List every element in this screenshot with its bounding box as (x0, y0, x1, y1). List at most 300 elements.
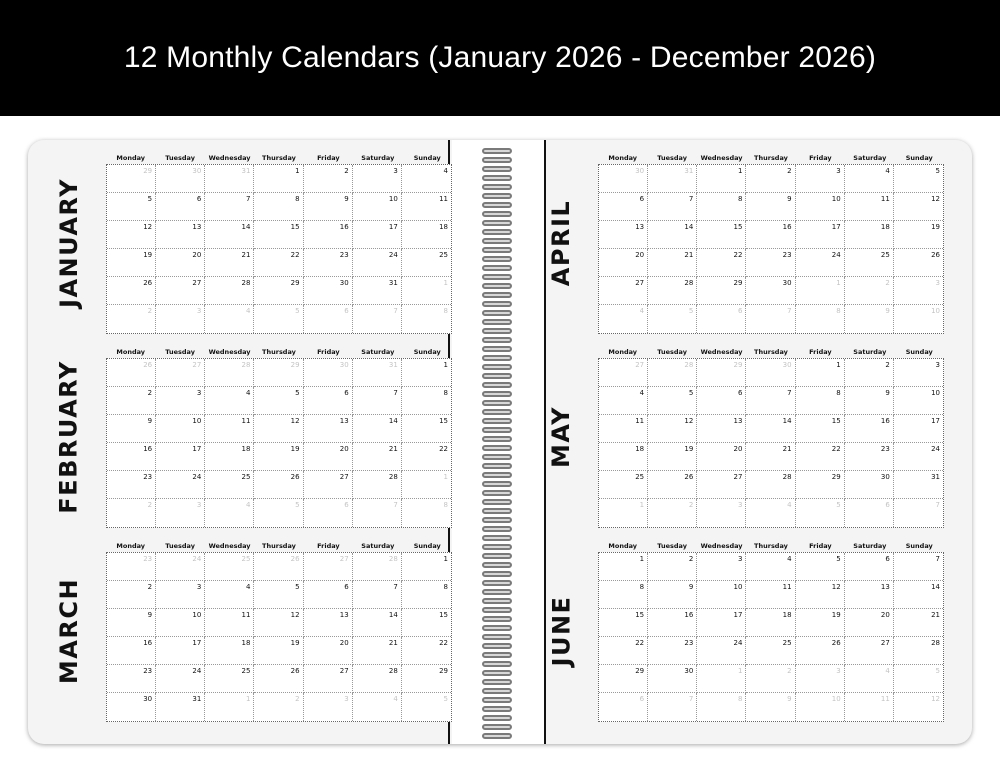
weekday-label: Sunday (413, 154, 441, 162)
weekday-label: Sunday (905, 348, 933, 356)
day-number: 15 (733, 223, 743, 231)
day-cell (205, 471, 254, 499)
day-cell (599, 637, 648, 665)
day-cell (648, 637, 697, 665)
day-number: 12 (931, 195, 940, 203)
day-number: 28 (241, 279, 251, 287)
day-number: 8 (443, 501, 448, 509)
day-cell (796, 471, 845, 499)
day-cell (304, 165, 353, 193)
day-cell (599, 665, 648, 693)
day-number: 2 (787, 167, 792, 175)
day-cell (746, 249, 795, 277)
day-number: 6 (344, 389, 349, 397)
coil-loop (482, 265, 512, 271)
day-number: 16 (339, 223, 349, 231)
weekday-header (598, 541, 944, 552)
coil-loop (482, 184, 512, 190)
coil-loop (482, 256, 512, 262)
day-cell-adjacent (254, 305, 303, 333)
day-cell (156, 637, 205, 665)
day-cell (107, 443, 156, 471)
day-cell (402, 637, 451, 665)
day-cell (205, 249, 254, 277)
day-cell (648, 387, 697, 415)
day-cell (845, 553, 894, 581)
day-cell-adjacent (746, 499, 795, 527)
day-cell-adjacent (254, 499, 303, 527)
day-cell (254, 221, 303, 249)
day-cell (697, 165, 746, 193)
day-number: 9 (787, 195, 792, 203)
day-number: 6 (737, 307, 743, 315)
day-number: 7 (393, 501, 398, 509)
weekday-header (106, 153, 452, 164)
weekday-label: Saturday (853, 154, 887, 162)
day-number: 28 (931, 639, 940, 647)
day-number: 15 (635, 611, 645, 619)
day-cell (205, 581, 254, 609)
coil-loop (482, 346, 512, 352)
day-cell-adjacent (402, 305, 451, 333)
day-number: 1 (295, 167, 300, 175)
day-number: 11 (880, 695, 890, 703)
coil-loop (482, 625, 512, 631)
day-cell (599, 553, 648, 581)
weekday-label: Wednesday (700, 154, 743, 162)
day-cell (648, 277, 697, 305)
day-number: 29 (439, 667, 448, 675)
coil-loop (482, 616, 512, 622)
day-number: 14 (931, 583, 940, 591)
month-name: JUNE (547, 595, 575, 667)
day-number: 11 (241, 417, 251, 425)
day-number: 6 (885, 555, 890, 563)
day-number: 15 (439, 417, 448, 425)
day-cell-adjacent (648, 305, 697, 333)
day-cell (156, 387, 205, 415)
day-number: 19 (290, 639, 300, 647)
day-number: 11 (241, 611, 251, 619)
day-number: 30 (339, 361, 349, 369)
day-number: 23 (782, 251, 792, 259)
day-cell (796, 443, 845, 471)
day-number: 7 (935, 501, 940, 509)
planner-spread (28, 140, 972, 744)
coil-loop (482, 499, 512, 505)
day-cell-adjacent (796, 499, 845, 527)
day-number: 26 (143, 361, 153, 369)
day-cell (254, 471, 303, 499)
day-cell (304, 193, 353, 221)
day-cell (894, 165, 943, 193)
day-cell (746, 553, 795, 581)
day-cell (697, 581, 746, 609)
day-number: 20 (880, 611, 890, 619)
day-number: 12 (290, 611, 300, 619)
day-number: 27 (192, 361, 202, 369)
day-number: 14 (684, 223, 694, 231)
day-number: 26 (290, 667, 300, 675)
day-cell-adjacent (205, 305, 254, 333)
day-cell (156, 415, 205, 443)
day-cell (254, 415, 303, 443)
day-cell (648, 665, 697, 693)
day-cell (254, 609, 303, 637)
day-cell (599, 581, 648, 609)
coil-loop (482, 724, 512, 730)
day-number: 7 (935, 555, 940, 563)
day-number: 11 (439, 195, 448, 203)
day-number: 5 (688, 307, 694, 315)
weekday-label: Thursday (262, 154, 296, 162)
day-cell (845, 221, 894, 249)
day-cell-adjacent (254, 553, 303, 581)
day-number: 15 (831, 417, 841, 425)
day-cell (697, 387, 746, 415)
weekday-label: Wednesday (208, 542, 251, 550)
day-cell (599, 193, 648, 221)
coil-loop (482, 211, 512, 217)
day-number: 2 (787, 667, 792, 675)
day-cell (796, 581, 845, 609)
day-cell-adjacent (353, 359, 402, 387)
day-number: 3 (737, 501, 743, 509)
day-cell-adjacent (402, 693, 451, 721)
day-number: 17 (388, 223, 398, 231)
coil-loop (482, 355, 512, 361)
day-cells (106, 164, 452, 334)
day-number: 22 (439, 445, 448, 453)
coil-loop (482, 544, 512, 550)
day-cell-adjacent (402, 277, 451, 305)
day-number: 27 (733, 473, 743, 481)
coil-loop (482, 535, 512, 541)
day-cell-adjacent (156, 359, 205, 387)
day-cell (599, 249, 648, 277)
day-number: 10 (931, 307, 940, 315)
day-cell-adjacent (304, 693, 353, 721)
day-cell (648, 553, 697, 581)
day-number: 14 (782, 417, 792, 425)
day-cells (598, 552, 944, 722)
day-cell (894, 415, 943, 443)
day-number: 5 (443, 695, 448, 703)
day-cell (894, 359, 943, 387)
coil-loop (482, 166, 512, 172)
day-number: 8 (737, 695, 743, 703)
day-number: 29 (733, 361, 743, 369)
day-cell (746, 387, 795, 415)
day-cell-adjacent (107, 499, 156, 527)
day-number: 28 (684, 279, 694, 287)
day-number: 22 (439, 639, 448, 647)
day-number: 13 (880, 583, 890, 591)
month-grid (598, 541, 944, 722)
day-cell (353, 249, 402, 277)
day-cell (894, 443, 943, 471)
day-number: 5 (295, 307, 300, 315)
day-cell (697, 443, 746, 471)
day-number: 14 (241, 223, 251, 231)
day-number: 22 (635, 639, 645, 647)
day-cell (254, 581, 303, 609)
weekday-label: Monday (116, 154, 146, 162)
day-cell-adjacent (205, 359, 254, 387)
coil-loop (482, 427, 512, 433)
day-number: 4 (885, 167, 890, 175)
day-number: 4 (787, 501, 792, 509)
day-number: 18 (635, 445, 645, 453)
day-number: 9 (147, 611, 153, 619)
day-cell-adjacent (402, 499, 451, 527)
day-cell-adjacent (894, 693, 943, 721)
day-cell (746, 609, 795, 637)
day-cell (894, 637, 943, 665)
weekday-label: Tuesday (165, 348, 195, 356)
day-cell (697, 249, 746, 277)
day-cell (402, 359, 451, 387)
day-cell (746, 471, 795, 499)
day-number: 31 (388, 279, 398, 287)
day-number: 1 (836, 279, 841, 287)
day-cell (746, 581, 795, 609)
day-number: 4 (639, 307, 645, 315)
day-number: 23 (143, 667, 153, 675)
coil-loop (482, 463, 512, 469)
weekday-label: Thursday (754, 348, 788, 356)
coil-loop (482, 328, 512, 334)
coil-loop (482, 706, 512, 712)
day-cell (156, 471, 205, 499)
day-cell (254, 637, 303, 665)
day-cell-adjacent (746, 305, 795, 333)
day-number: 15 (439, 611, 448, 619)
day-cell (796, 165, 845, 193)
coil-loop (482, 382, 512, 388)
day-cell (599, 609, 648, 637)
day-cell-adjacent (845, 499, 894, 527)
day-cell-adjacent (156, 499, 205, 527)
day-cell-adjacent (648, 499, 697, 527)
day-number: 31 (192, 695, 202, 703)
day-cell (599, 387, 648, 415)
day-cell-adjacent (894, 305, 943, 333)
day-number: 4 (885, 667, 890, 675)
day-cell (402, 193, 451, 221)
weekday-header (598, 153, 944, 164)
month-grid (106, 347, 452, 528)
day-cell (107, 693, 156, 721)
coil-loop (482, 364, 512, 370)
day-number: 1 (443, 473, 448, 481)
weekday-label: Monday (116, 542, 146, 550)
day-number: 27 (339, 555, 349, 563)
month-grid (598, 153, 944, 334)
day-cell-adjacent (894, 277, 943, 305)
day-number: 8 (443, 583, 448, 591)
day-number: 21 (782, 445, 792, 453)
day-number: 7 (393, 307, 398, 315)
day-cell (107, 221, 156, 249)
day-number: 8 (443, 389, 448, 397)
day-cell-adjacent (845, 665, 894, 693)
day-cell (353, 443, 402, 471)
day-number: 7 (787, 307, 792, 315)
month-name: FEBRUARY (55, 360, 83, 514)
day-cell-adjacent (156, 165, 205, 193)
day-cell (697, 415, 746, 443)
day-number: 4 (245, 307, 251, 315)
day-number: 1 (443, 555, 448, 563)
month-label (46, 347, 92, 527)
day-number: 30 (143, 695, 153, 703)
day-cell (107, 471, 156, 499)
day-cell (697, 553, 746, 581)
day-number: 13 (733, 417, 743, 425)
day-cell (353, 581, 402, 609)
page-title: 12 Monthly Calendars (January 2026 - December 2026) (123, 41, 877, 74)
day-cell (402, 165, 451, 193)
day-cell (353, 387, 402, 415)
weekday-label: Sunday (413, 542, 441, 550)
day-cell (254, 249, 303, 277)
coil-loop (482, 319, 512, 325)
day-number: 11 (635, 417, 645, 425)
weekday-header (106, 541, 452, 552)
weekday-label: Tuesday (165, 542, 195, 550)
day-cell (648, 471, 697, 499)
day-cell (796, 249, 845, 277)
month-grid (598, 347, 944, 528)
weekday-label: Sunday (413, 348, 441, 356)
coil-loop (482, 580, 512, 586)
day-cell-adjacent (796, 277, 845, 305)
day-number: 18 (439, 223, 448, 231)
day-number: 6 (885, 501, 890, 509)
weekday-label: Monday (608, 154, 638, 162)
day-number: 1 (639, 555, 645, 563)
day-number: 4 (393, 695, 398, 703)
day-cell-adjacent (205, 553, 254, 581)
day-cell (353, 221, 402, 249)
day-number: 31 (241, 167, 251, 175)
day-number: 31 (684, 167, 694, 175)
day-cell-adjacent (205, 165, 254, 193)
day-number: 28 (241, 361, 251, 369)
day-cell (107, 193, 156, 221)
weekday-label: Friday (317, 154, 340, 162)
day-number: 12 (290, 417, 300, 425)
coil-loop (482, 526, 512, 532)
day-cell (746, 277, 795, 305)
day-number: 29 (290, 279, 300, 287)
day-cell (205, 277, 254, 305)
day-number: 6 (639, 195, 645, 203)
day-cell (796, 359, 845, 387)
day-number: 16 (684, 611, 694, 619)
day-number: 19 (143, 251, 153, 259)
weekday-label: Thursday (754, 154, 788, 162)
day-cell (796, 221, 845, 249)
day-number: 22 (831, 445, 841, 453)
day-cell (796, 637, 845, 665)
month-label (46, 153, 92, 333)
day-number: 3 (836, 167, 841, 175)
day-number: 7 (787, 389, 792, 397)
day-cell (746, 415, 795, 443)
day-cell (697, 221, 746, 249)
day-number: 3 (393, 167, 398, 175)
day-number: 16 (143, 445, 153, 453)
coil-loop (482, 670, 512, 676)
day-cell-adjacent (402, 471, 451, 499)
day-cell-adjacent (304, 553, 353, 581)
day-cell-adjacent (697, 693, 746, 721)
month-grid (106, 153, 452, 334)
day-cell (304, 471, 353, 499)
day-number: 7 (245, 195, 251, 203)
day-number: 9 (344, 195, 349, 203)
day-number: 17 (931, 417, 940, 425)
day-number: 28 (388, 555, 398, 563)
day-number: 24 (733, 639, 743, 647)
day-number: 3 (196, 307, 202, 315)
day-number: 26 (931, 251, 940, 259)
day-cell (205, 415, 254, 443)
day-cell-adjacent (599, 499, 648, 527)
day-number: 8 (836, 307, 841, 315)
day-cell (796, 193, 845, 221)
day-cell-adjacent (599, 305, 648, 333)
day-number: 17 (192, 639, 202, 647)
weekday-label: Monday (608, 348, 638, 356)
day-cell (156, 221, 205, 249)
day-cell-adjacent (697, 305, 746, 333)
day-cell (205, 637, 254, 665)
day-cell (205, 221, 254, 249)
day-cell (894, 193, 943, 221)
day-number: 2 (885, 279, 890, 287)
day-number: 18 (880, 223, 890, 231)
day-number: 3 (935, 279, 940, 287)
coil-loop (482, 661, 512, 667)
coil-loop (482, 454, 512, 460)
day-number: 1 (639, 501, 645, 509)
day-number: 19 (931, 223, 940, 231)
coil-loop (482, 688, 512, 694)
day-cell (254, 193, 303, 221)
day-cell (746, 637, 795, 665)
coil-loop (482, 589, 512, 595)
day-cell (205, 443, 254, 471)
coil-loop (482, 175, 512, 181)
day-number: 14 (388, 417, 398, 425)
coil-loop (482, 193, 512, 199)
day-cell (845, 471, 894, 499)
day-cell (402, 443, 451, 471)
day-cell-adjacent (254, 693, 303, 721)
day-number: 3 (935, 361, 940, 369)
month-label (46, 541, 92, 721)
coil-loop (482, 247, 512, 253)
coil-loop (482, 445, 512, 451)
day-number: 24 (388, 251, 398, 259)
day-cell (156, 443, 205, 471)
day-number: 10 (192, 417, 202, 425)
day-cell (353, 637, 402, 665)
day-cell-adjacent (697, 359, 746, 387)
